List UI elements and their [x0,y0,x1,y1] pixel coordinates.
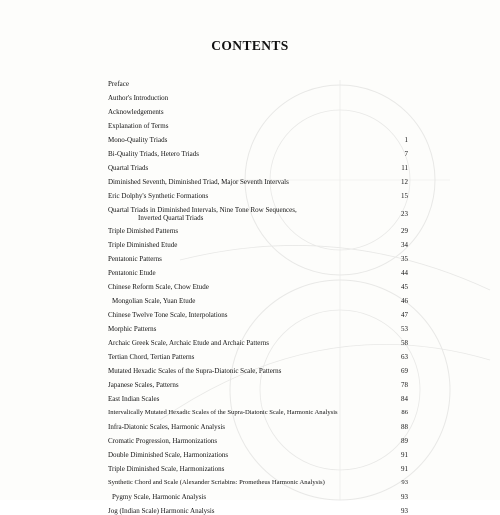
toc-entry-label: Morphic Patterns [108,325,157,333]
toc-entry-label: Mono-Quality Triads [108,136,168,144]
toc-entry-page: 34 [401,241,408,249]
toc-entry-page: 7 [404,150,408,158]
toc-entry-page: 69 [401,367,408,375]
page-title: CONTENTS [211,38,289,53]
toc-entry-label: East Indian Scales [108,395,160,403]
toc-entry-label: Explanation of Terms [108,122,169,130]
toc-entry-label: Quartal Triads [108,164,149,172]
toc-entry-label [108,206,297,222]
toc-entry-page: 53 [401,325,408,333]
toc-entry-label: Japanese Scales, Patterns [108,381,179,389]
toc-entry-page: 91 [401,451,408,459]
toc-entry-label: Triple Diminished Scale, Harmonizations [108,465,225,473]
toc-entry-label: Intervalically Mutated Hexadic Scales of the Supra-Diatonic Scale, Harmonic Analysis [108,409,338,416]
toc-entry-page: 93 [401,479,408,486]
toc-entry-label: Mutated Hexadic Scales of the Supra-Diatonic Scale, Patterns [108,367,282,375]
toc-entry-label-line1: Quartal Triads in Diminished Intervals, Nine Tone Row Sequences, [108,206,297,214]
astronomical-chart-watermark [120,60,500,500]
toc-entry-label: Preface [108,80,129,88]
toc-entry-label: Author's Introduction [108,94,169,102]
toc-entry-label: Archaic Greek Scale, Archaic Etude and Archaic Patterns [108,339,269,347]
toc-entry-label: Tertian Chord, Tertian Patterns [108,353,195,361]
toc-entry-page: 44 [401,269,408,277]
toc-entry-label: Acknowledgements [108,108,164,116]
toc-entry-label: Eric Dolphy's Synthetic Formations [108,192,209,200]
toc-entry-page: 46 [401,297,408,305]
toc-entry-label: Bi-Quality Triads, Hetero Triads [108,150,200,158]
toc-entry-label: Infra-Diatonic Scales, Harmonic Analysis [108,423,226,431]
toc-entry-page: 84 [401,395,408,403]
toc-entry-page: 1 [404,136,408,144]
toc-entry-page: 47 [401,311,408,319]
toc-entry-label: Pygmy Scale, Harmonic Analysis [112,493,207,501]
toc-entry-page: 91 [401,465,408,473]
toc-entry-page: 12 [401,178,408,186]
toc-entry-label: Synthetic Chord and Scale (Alexander Scriabins: Prometheus Harmonic Analysis) [108,479,325,486]
toc-entry-page: 93 [401,493,408,501]
toc-entry-page: 93 [401,507,408,515]
toc-entry-label: Chinese Reform Scale, Chow Etude [108,283,209,291]
toc-entry-page: 11 [401,164,408,172]
toc-entry-label: Triple Diminished Etude [108,241,178,249]
toc-entry-page: 86 [401,409,408,416]
toc-entry-label: Mongolian Scale, Yuan Etude [112,297,196,305]
toc-entry-page: 58 [401,339,408,347]
toc-entry-label: Pentatonic Patterns [108,255,162,263]
toc-entry-label: Pentatonic Etude [108,269,156,277]
toc-entry-label: Cromatic Progression, Harmonizations [108,437,218,445]
toc-entry-page: 35 [401,255,408,263]
toc-entry-label: Double Diminished Scale, Harmonizations [108,451,229,459]
toc-entry-label-line2: Inverted Quartal Triads [138,214,204,222]
toc-entry-page: 89 [401,437,408,445]
toc-entry-page: 63 [401,353,408,361]
toc-entry-page: 45 [401,283,408,291]
toc-entry-label: Jog (Indian Scale) Harmonic Analysis [108,507,215,515]
toc-entry-label: Diminished Seventh, Diminished Triad, Major Seventh Intervals [108,178,289,186]
toc-entry-page: 29 [401,227,408,235]
toc-entry-page: 15 [401,192,408,200]
toc-entry-page: 23 [401,210,408,218]
toc-entry-page: 88 [401,423,408,431]
toc-entry [108,206,408,222]
toc-entry-label: Triple Dimished Patterns [108,227,179,235]
toc-entry-label: Chinese Twelve Tone Scale, Interpolations [108,311,228,319]
toc-entry-page: 78 [401,381,408,389]
